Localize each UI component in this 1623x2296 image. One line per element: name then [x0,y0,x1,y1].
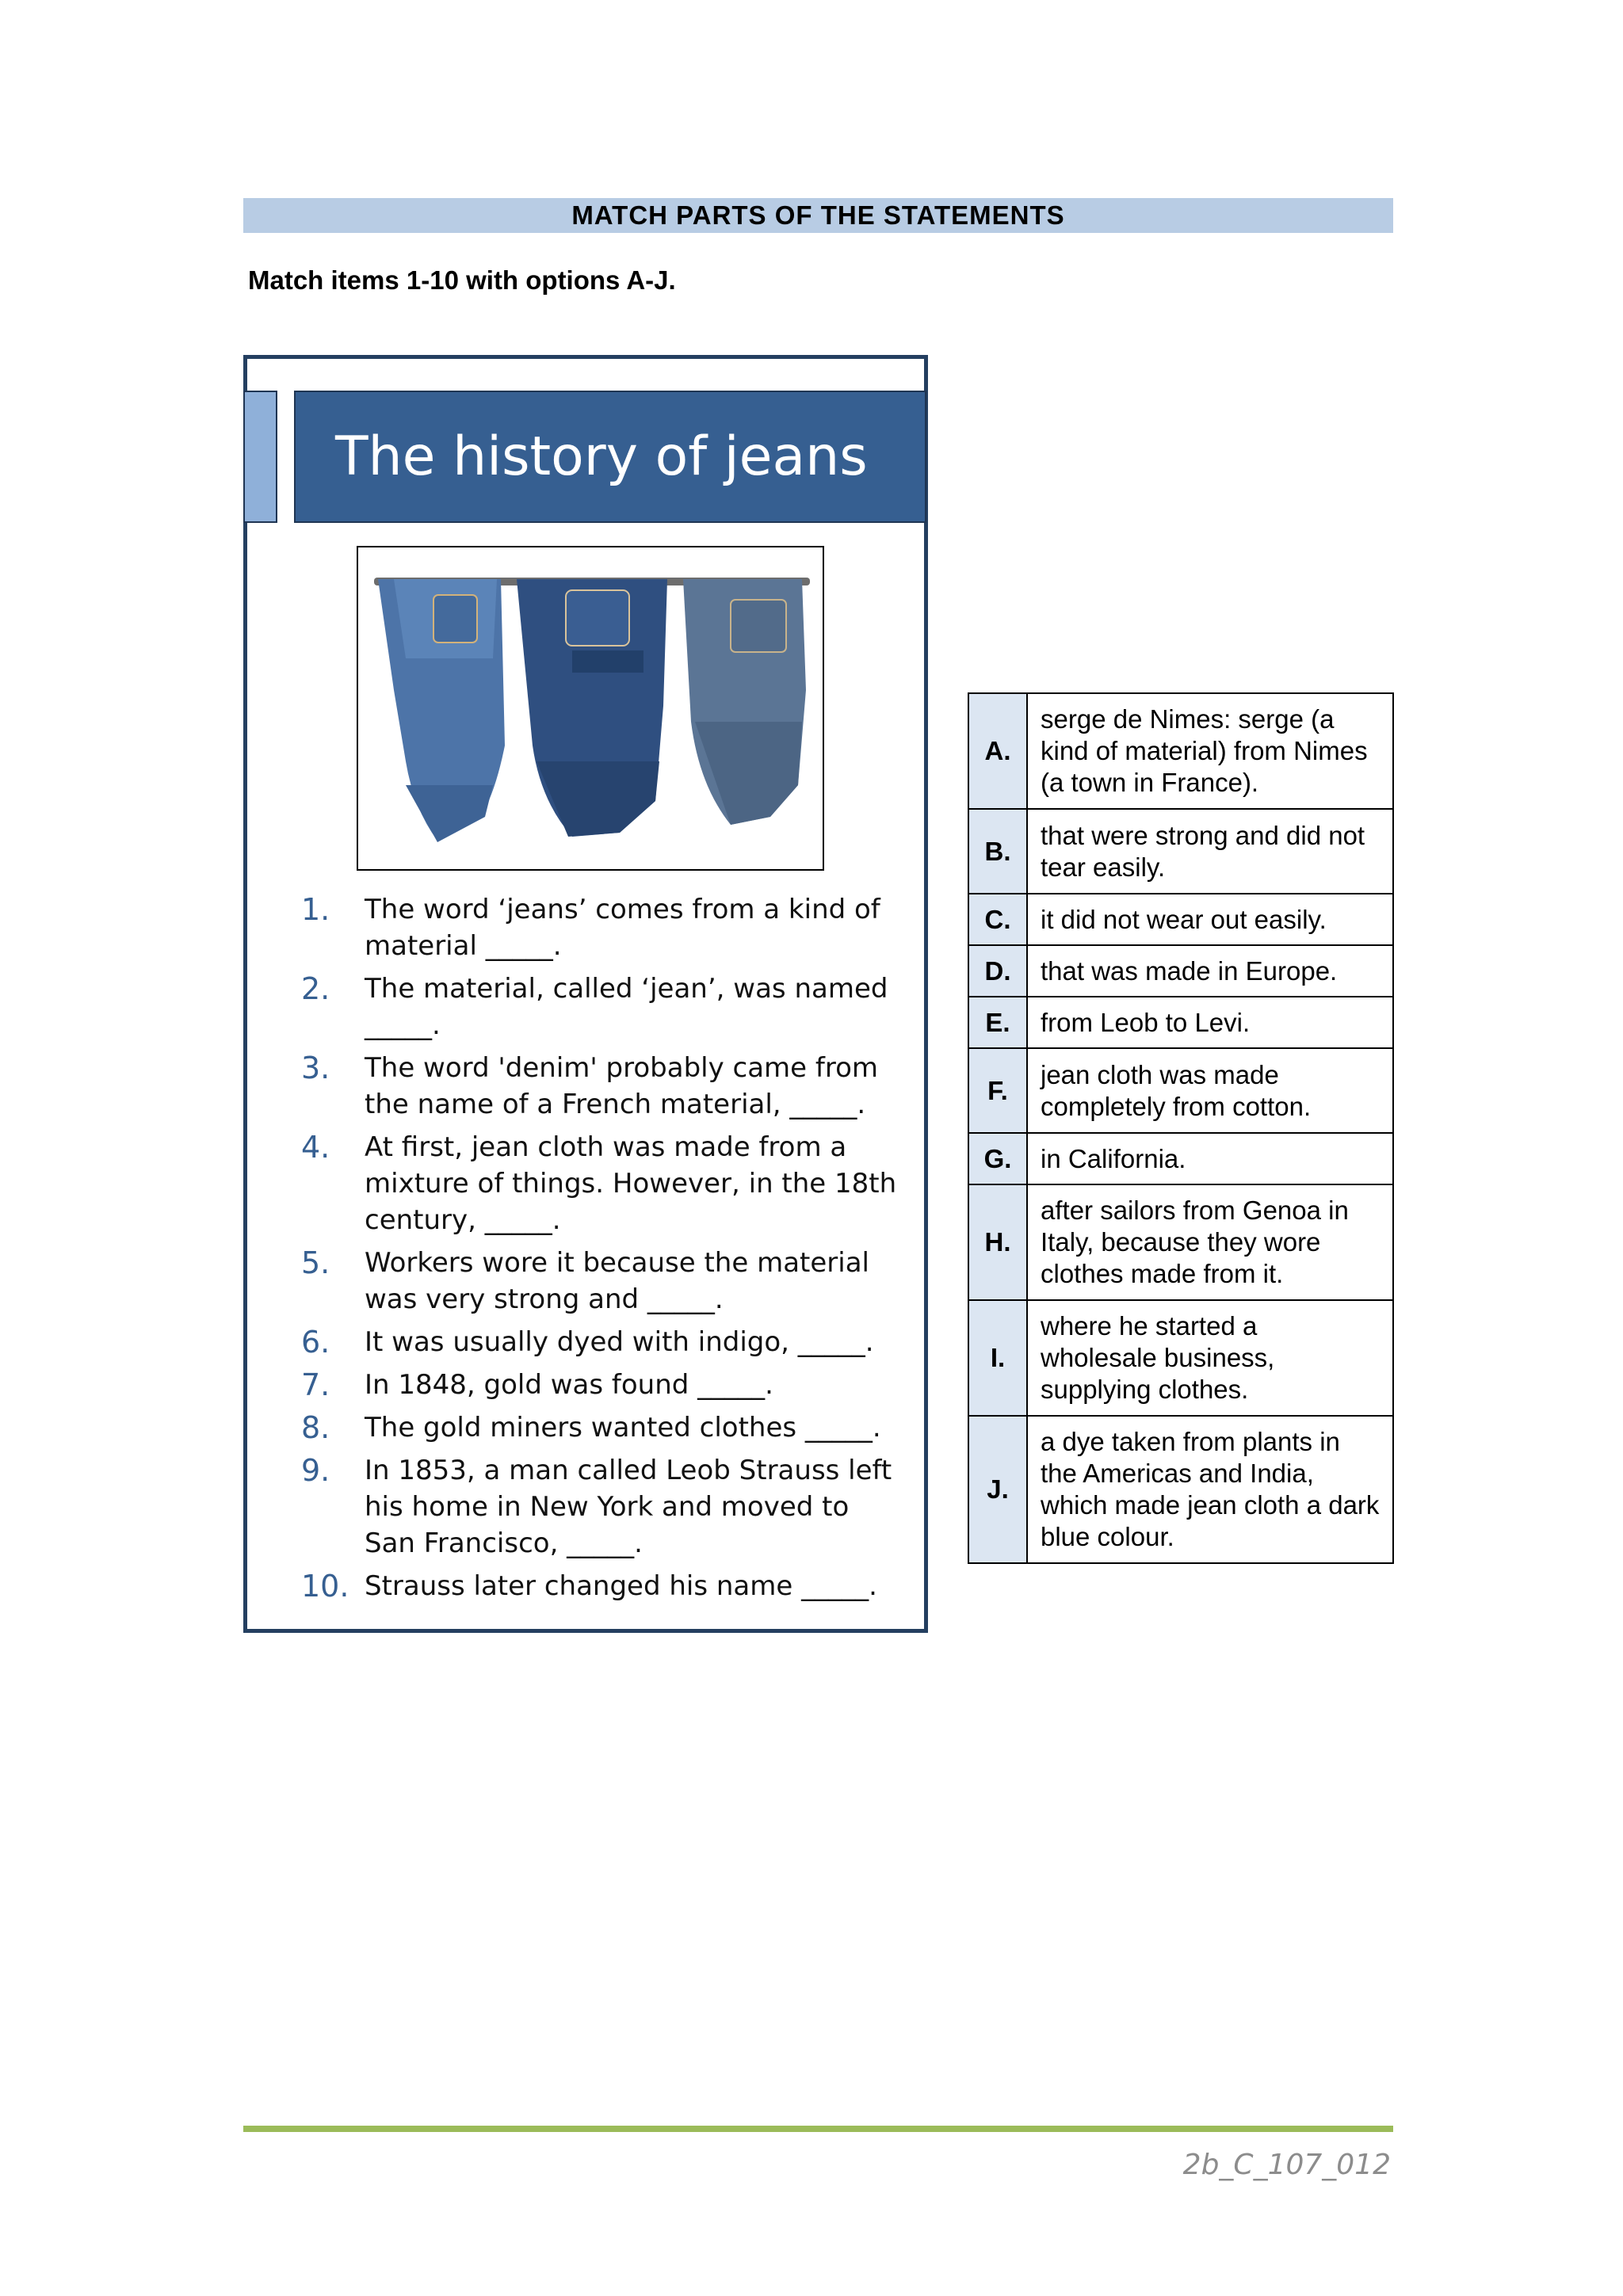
statement-list [301,891,903,1611]
option-letter: H. [968,1184,1027,1300]
option-text: it did not wear out easily. [1027,894,1393,945]
option-text: where he started a wholesale business, supplying clothes. [1027,1300,1393,1416]
option-text: after sailors from Genoa in Italy, because they wore clothes made from it. [1027,1184,1393,1300]
table-row [968,1133,1393,1184]
option-text: from Leob to Levi. [1027,997,1393,1048]
item-text: Workers wore it because the material was very strong and _____. [365,1247,869,1315]
list-item [301,1409,903,1446]
item-number: 7. [301,1367,330,1402]
table-row [968,693,1393,809]
jeans-photo [357,546,824,871]
list-item [301,1568,903,1604]
option-text: jean cloth was made completely from cotton. [1027,1048,1393,1133]
option-text: serge de Nimes: serge (a kind of material) from Nimes (a town in France). [1027,693,1393,809]
option-letter: I. [968,1300,1027,1416]
footer-code: 2b_C_107_012 [1182,2149,1391,2181]
item-text: The word 'denim' probably came from the name of a French material, _____. [365,1052,879,1120]
list-item [301,1245,903,1318]
option-letter: C. [968,894,1027,945]
options-table [968,692,1394,1564]
option-text: in California. [1027,1133,1393,1184]
item-number: 4. [301,1130,330,1165]
table-row [968,1048,1393,1133]
item-number: 3. [301,1051,330,1085]
table-row [968,809,1393,894]
option-letter: D. [968,945,1027,997]
option-letter: A. [968,693,1027,809]
item-number: 1. [301,892,330,927]
list-item [301,891,903,964]
item-text: It was usually dyed with indigo, _____. [365,1326,874,1358]
list-item [301,971,903,1043]
list-item [301,1367,903,1403]
item-text: At first, jean cloth was made from a mixture of things. However, in the 18th century, _____. [365,1131,897,1236]
item-number: 5. [301,1245,330,1280]
item-text: In 1853, a man called Leob Strauss left his home in New York and moved to San Francisco, _____. [365,1455,892,1559]
option-letter: G. [968,1133,1027,1184]
table-row [968,1416,1393,1563]
list-item [301,1324,903,1360]
table-row [968,997,1393,1048]
list-item [301,1129,903,1238]
table-row [968,1184,1393,1300]
option-letter: B. [968,809,1027,894]
item-text: The word ‘jeans’ comes from a kind of material _____. [365,894,880,962]
item-number: 6. [301,1325,330,1360]
item-number: 10. [301,1569,349,1604]
option-text: a dye taken from plants in the Americas and India, which made jean cloth a dark blue colour. [1027,1416,1393,1563]
table-row [968,945,1393,997]
worksheet-title: MATCH PARTS OF THE STATEMENTS [243,198,1393,233]
table-row [968,894,1393,945]
item-text: The gold miners wanted clothes _____. [365,1412,881,1444]
item-number: 2. [301,971,330,1006]
item-number: 8. [301,1410,330,1445]
footer-divider [243,2126,1393,2132]
panel-side-tab [243,391,277,523]
option-letter: E. [968,997,1027,1048]
item-text: The material, called ‘jean’, was named _____. [365,973,888,1041]
item-text: In 1848, gold was found _____. [365,1369,773,1401]
item-number: 9. [301,1453,330,1488]
instruction-text: Match items 1-10 with options A-J. [248,265,676,295]
option-letter: J. [968,1416,1027,1563]
option-text: that were strong and did not tear easily. [1027,809,1393,894]
option-text: that was made in Europe. [1027,945,1393,997]
panel-heading: The history of jeans [294,391,926,523]
list-item [301,1050,903,1123]
list-item [301,1452,903,1562]
option-letter: F. [968,1048,1027,1133]
item-text: Strauss later changed his name _____. [365,1570,877,1602]
table-row [968,1300,1393,1416]
